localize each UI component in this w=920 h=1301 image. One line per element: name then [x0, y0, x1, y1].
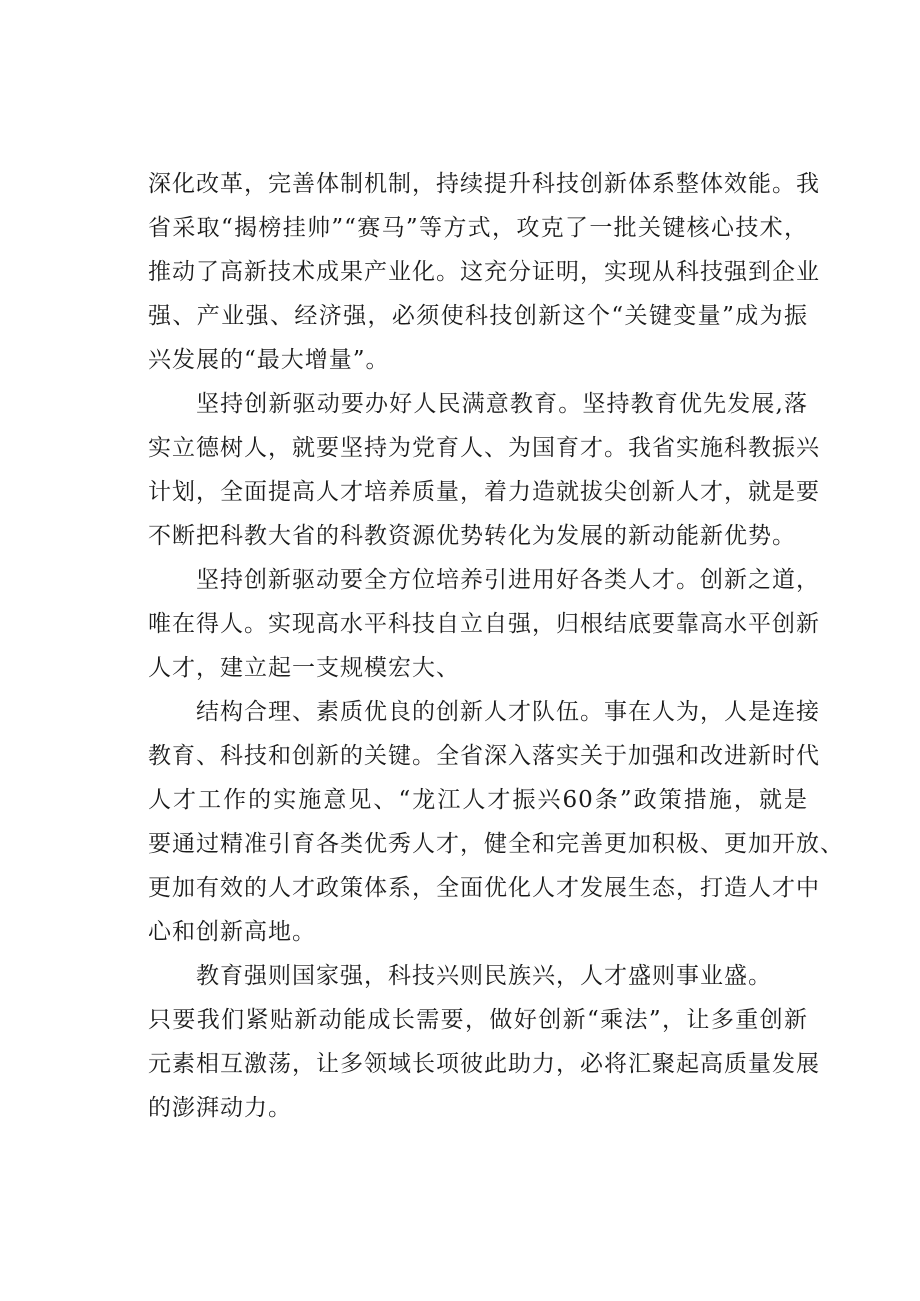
text-line: 要通过精准引育各类优秀人才，健全和完善更加积极、更加开放、 [148, 831, 844, 857]
text-line: 人才工作的实施意见、“龙江人才振兴60条”政策措施，就是 [148, 787, 808, 813]
text-line: 强、产业强、经济强，必须使科技创新这个“关键变量”成为振 [148, 303, 808, 329]
text-line: 不断把科教大省的科教资源优势转化为发展的新动能新优势。 [148, 523, 796, 549]
text-line: 心和创新高地。 [148, 919, 316, 945]
paragraph-first-line: 坚持创新驱动要办好人民满意教育。坚持教育优先发展,落 [196, 391, 808, 417]
paragraph-first-line: 坚持创新驱动要全方位培养引进用好各类人才。创新之道， [196, 567, 820, 593]
paragraph-first-line: 结构合理、素质优良的创新人才队伍。事在人为，人是连接 [196, 699, 820, 725]
text-line: 只要我们紧贴新动能成长需要，做好创新“乘法”，让多重创新 [148, 1007, 808, 1033]
text-line: 的澎湃动力。 [148, 1095, 292, 1121]
text-line: 计划，全面提高人才培养质量，着力造就拔尖创新人才，就是要 [148, 479, 820, 505]
text-line: 唯在得人。实现高水平科技自立自强，归根结底要靠高水平创新 [148, 611, 820, 637]
text-line: 兴发展的“最大增量”。 [148, 347, 390, 373]
text-line: 推动了高新技术成果产业化。这充分证明，实现从科技强到企业 [148, 259, 820, 285]
text-line: 深化改革，完善体制机制，持续提升科技创新体系整体效能。我 [148, 171, 820, 197]
text-line: 元素相互激荡，让多领域长项彼此助力，必将汇聚起高质量发展 [148, 1051, 820, 1077]
text-line: 更加有效的人才政策体系，全面优化人才发展生态，打造人才中 [148, 875, 820, 901]
text-line: 教育、科技和创新的关键。全省深入落实关于加强和改进新时代 [148, 743, 820, 769]
text-line: 人才，建立起一支规模宏大、 [148, 655, 460, 681]
text-line: 省采取“揭榜挂帅”“赛马”等方式，攻克了一批关键核心技术， [148, 215, 808, 241]
text-line: 实立德树人，就要坚持为党育人、为国育才。我省实施科教振兴 [148, 435, 820, 461]
paragraph-first-line: 教育强则国家强，科技兴则民族兴，人才盛则事业盛。 [196, 963, 772, 989]
